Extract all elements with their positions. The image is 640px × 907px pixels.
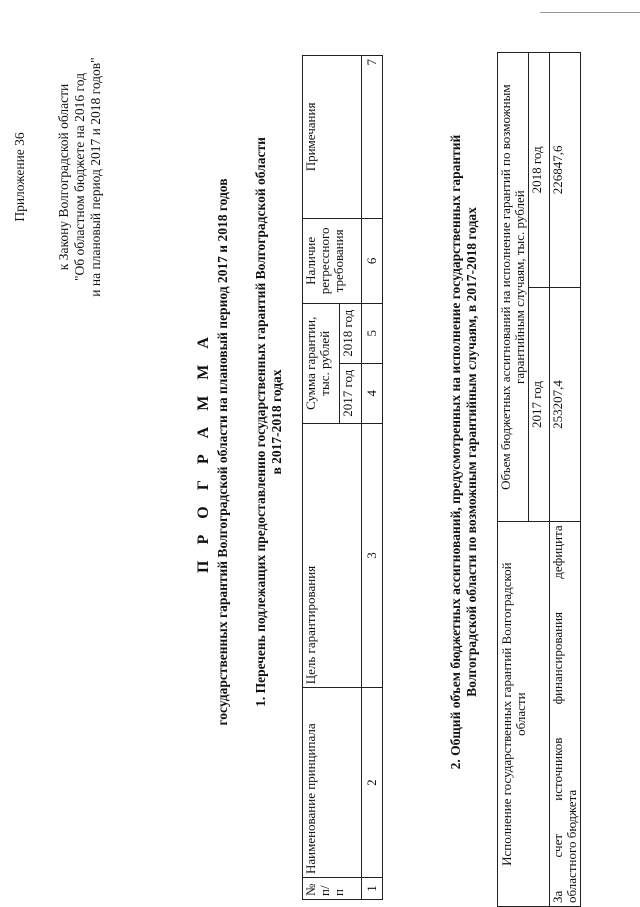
source-line1: [551, 525, 565, 903]
header-notes: Примечания: [303, 56, 362, 219]
program-title: П Р О Г Р А М М А: [195, 331, 212, 573]
document-page: [10, 2, 630, 902]
section2-title: [448, 2, 480, 902]
table-row: [550, 53, 581, 907]
header-2018: 2018 год: [340, 303, 362, 363]
header-sum: Сумма гарантии, тыс. рублей: [303, 303, 340, 423]
header-num: № п/п: [303, 878, 362, 900]
col-number: 2: [362, 688, 383, 878]
section1-title: [253, 0, 285, 872]
annex-header: [12, 12, 104, 342]
section1-title-line2: в 2017-2018 годах: [269, 369, 284, 475]
source-word: дефицита: [550, 525, 565, 579]
source-line2: областного бюджета: [564, 789, 579, 903]
col-number: 6: [362, 218, 383, 303]
column-number-row: [362, 56, 383, 900]
header-volume: Объем бюджетных ассигнований на исполнение гарантий по возможным гарантийным случаям, тыс. рублей: [498, 53, 529, 522]
source-word: счет: [550, 833, 565, 858]
header-2018: 2018 год: [529, 53, 550, 288]
col-number: 7: [362, 56, 383, 219]
value-2018: 226847,6: [550, 53, 581, 288]
col-number: 1: [362, 878, 383, 900]
col-number: 4: [362, 363, 383, 423]
section1-title-line1: 1. Перечень подлежащих предоставлению государственных гарантий Волгоградской области: [253, 137, 268, 707]
value-2017: 253207,4: [550, 287, 581, 522]
annex-period: и на плановый период 2017 и 2018 годов": [88, 57, 103, 297]
header-2017: 2017 год: [529, 287, 550, 522]
header-purpose: Цель гарантирования: [303, 423, 362, 688]
section2-title-line1: 2. Общий объем бюджетных ассигнований, предусмотренных на исполнение государственных гарантий: [448, 134, 463, 770]
annex-number: Приложение 36: [12, 132, 27, 222]
annex-budget: "Об областном бюджете на 2016 год: [72, 73, 87, 281]
source-cell: [550, 522, 581, 907]
col-number: 5: [362, 303, 383, 363]
allocations-table: [497, 52, 581, 907]
guarantees-list-table: [302, 55, 383, 900]
source-word: финансирования: [550, 611, 565, 705]
header-regress: Наличие регрессного требования: [303, 218, 362, 303]
source-word: источников: [550, 737, 565, 801]
col-number: 3: [362, 423, 383, 688]
header-2017: 2017 год: [340, 363, 362, 423]
annex-law: к Закону Волгоградской области: [56, 83, 71, 271]
header-execution: Исполнение государственных гарантий Волгоградской области: [498, 522, 550, 907]
source-word: За: [550, 890, 565, 903]
program-subtitle: государственных гарантий Волгоградской области на плановый период 2017 и 2018 годов: [215, 178, 230, 726]
header-principal: Наименование принципала: [303, 688, 362, 878]
section2-title-line2: Волгоградской области по возможным гарантийным случаям, в 2017-2018 годах: [464, 207, 479, 697]
